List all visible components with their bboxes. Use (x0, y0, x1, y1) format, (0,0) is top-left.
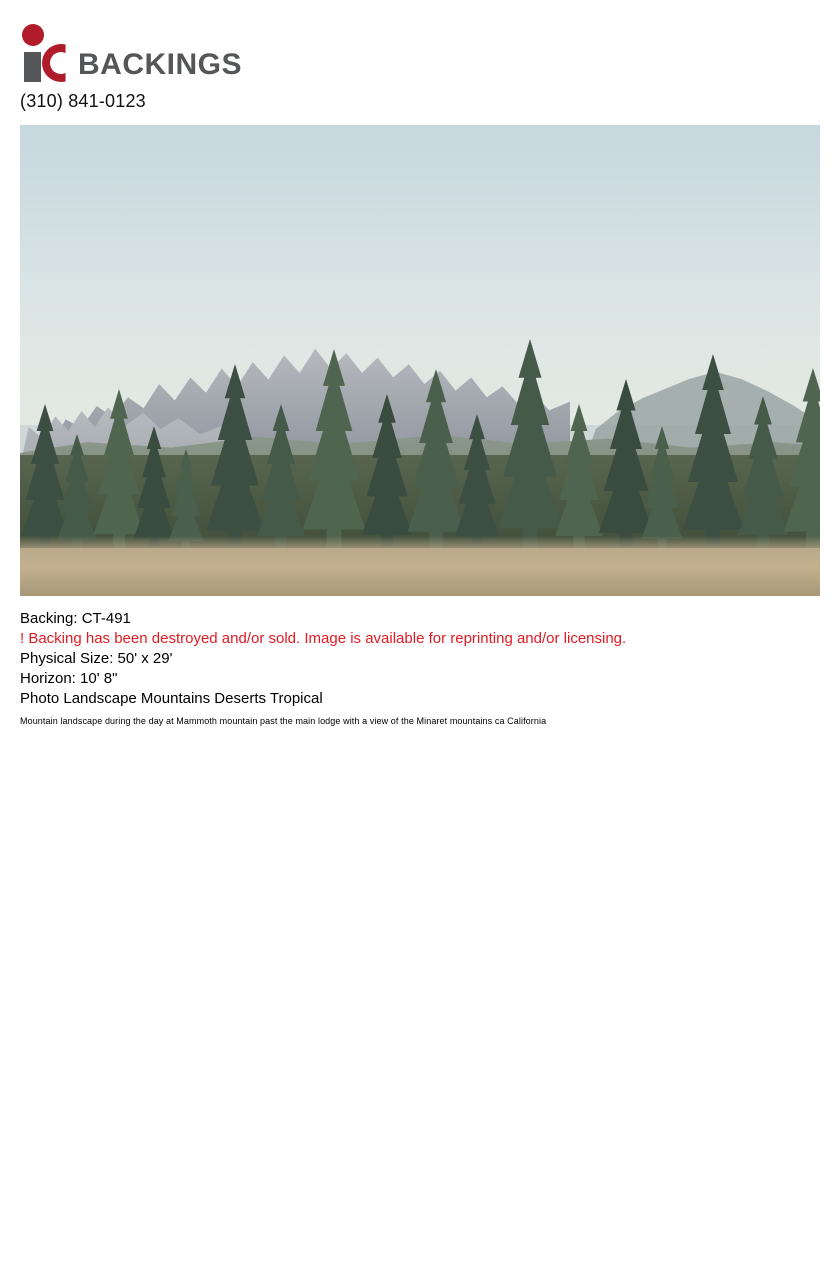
logo-bar-shape (24, 52, 41, 82)
backing-id-line: Backing: CT-491 (20, 610, 131, 627)
phone-number: (310) 841-0123 (20, 91, 146, 111)
page-header (20, 22, 820, 112)
photo-composition (20, 125, 820, 596)
logo-c-inner-shape (50, 52, 72, 74)
dry-grass-layer (20, 548, 820, 596)
jc-circle-logo-icon (20, 22, 68, 84)
tree-line-layer (20, 324, 820, 554)
status-notice-line: ! Backing has been destroyed and/or sold. Image is available for reprinting and/or licensing. (20, 630, 627, 647)
physical-size-line: Physical Size: 50' x 29' (20, 650, 173, 667)
logo-dot-shape (22, 24, 44, 46)
backing-details (20, 609, 820, 728)
backing-photo (20, 125, 820, 596)
logo-lockup (20, 22, 820, 84)
horizon-line: Horizon: 10' 8" (20, 670, 118, 687)
description-text: Mountain landscape during the day at Mammoth mountain past the main lodge with a view of the Minaret mountains ca California (20, 716, 547, 726)
categories-line: Photo Landscape Mountains Deserts Tropical (20, 690, 323, 707)
logo-wordmark: BACKINGS (78, 48, 243, 81)
